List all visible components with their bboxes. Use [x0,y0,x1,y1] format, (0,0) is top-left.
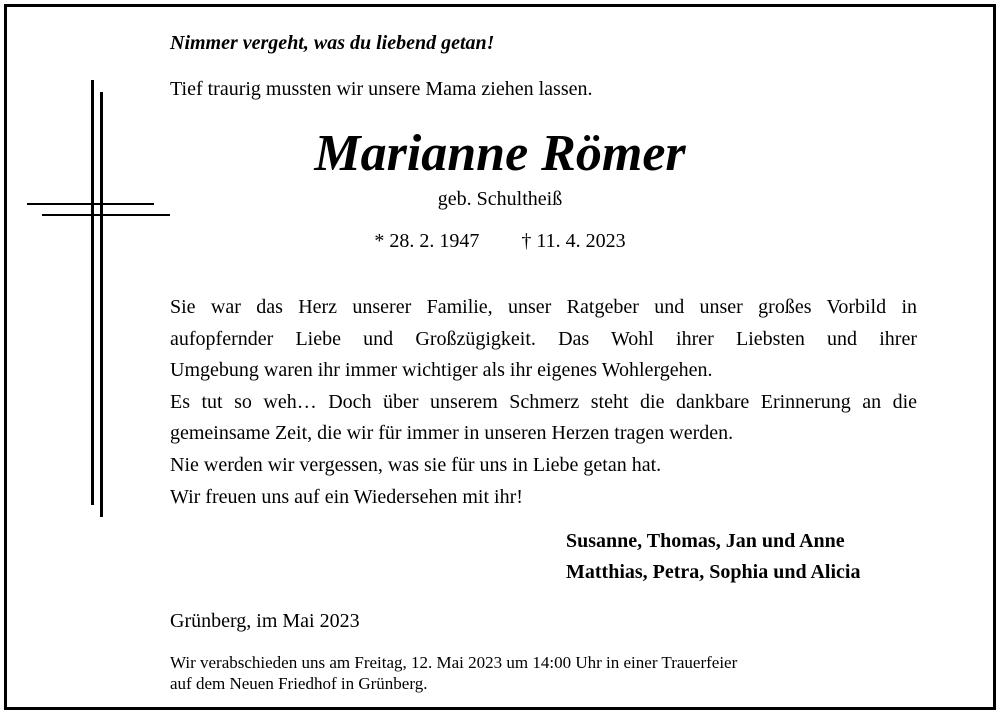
death-date: † 11. 4. 2023 [521,230,626,252]
deceased-name: Marianne Römer [314,125,686,182]
eulogy-line: aufopfernder Liebe und Großzügigkeit. Das Wohl ihrer Liebsten und ihrer [170,327,917,350]
eulogy-line: Umgebung waren ihr immer wichtiger als ihr eigenes Wohlergehen. [170,359,713,382]
eulogy-line: Sie war das Herz unserer Familie, unser Ratgeber und unser großes Vorbild in [170,296,917,318]
eulogy-line: Nie werden wir vergessen, was sie für uns in Liebe getan hat. [170,453,662,476]
motto: Nimmer vergeht, was du liebend getan! [170,32,495,54]
ceremony-info [170,652,737,694]
birth-name: geb. Schultheiß [437,188,563,210]
eulogy-line: gemeinsame Zeit, die wir für immer in unseren Herzen tragen werden. [170,422,734,445]
eulogy-line: Wir freuen uns auf ein Wiedersehen mit ihr! [170,485,523,508]
intro-text: Tief traurig mussten wir unsere Mama ziehen lassen. [170,78,593,100]
place-date: Grünberg, im Mai 2023 [170,610,360,632]
birth-date: * 28. 2. 1947 [374,230,480,252]
ceremony-line: Wir verabschieden uns am Freitag, 12. Mai 2023 um 14:00 Uhr in einer Trauerfeier [170,653,738,672]
signature-line: Matthias, Petra, Sophia und Alicia [566,561,861,583]
eulogy-line: Es tut so weh… Doch über unserem Schmerz steht die dankbare Erinnerung an die [170,390,917,413]
life-dates [0,230,1000,253]
eulogy-text [170,292,917,513]
signature-line: Susanne, Thomas, Jan und Anne [566,530,845,552]
ceremony-line: auf dem Neuen Friedhof in Grünberg. [170,674,428,693]
